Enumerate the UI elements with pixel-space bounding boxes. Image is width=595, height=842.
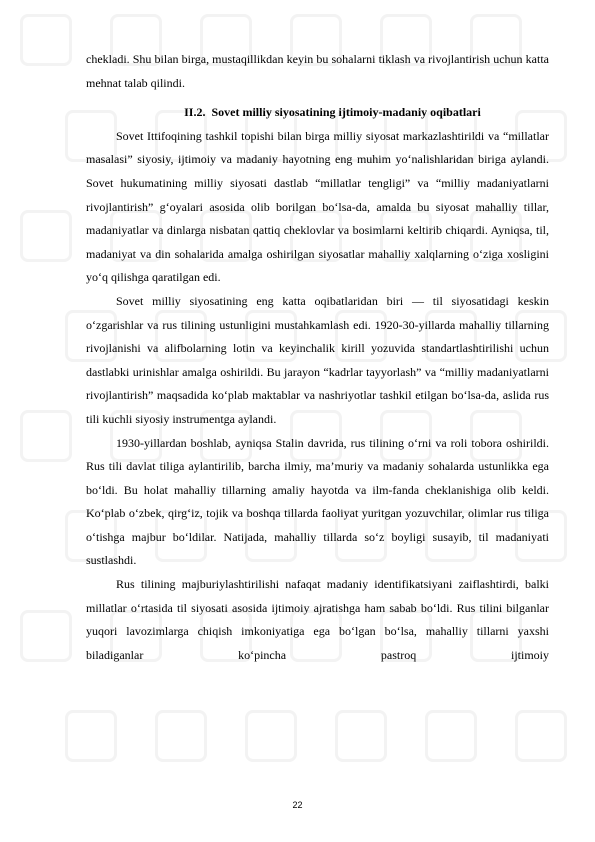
section-number: II.2. xyxy=(184,105,206,120)
document-page xyxy=(86,48,549,667)
section-heading xyxy=(86,101,549,125)
paragraph-continued: chekladi. Shu bilan birga, mustaqillikdan keyin bu sohalarni tiklash va rivojlantirish uchun katta mehnat talab qilindi. xyxy=(86,52,549,90)
paragraph-1: Sovet Ittifoqining tashkil topishi bilan birga milliy siyosat markazlashtirildi va “millatlar masalasi” siyosiy, ijtimoiy va madaniy hayotning eng muhim yo‘nalishlaridan biriga aylandi. Sovet hukumatining milliy siyosati dastlab “millatlar tengligi” va “milliy madaniyatlarni rivojlantirish” g‘oyalari asosida olib borilgan bo‘lsa-da, amalda bu siyosat mahalliy tillar, madaniyatlar va dinlarga nisbatan qattiq cheklovlar va bosimlarni keltirib chiqardi. Ayniqsa, til, madaniyat va din sohalarida amalga oshirilgan siyosatlar mahalliy xalqlarning o‘ziga xosligini yo‘q qilishga qaratilgan edi. xyxy=(86,128,549,285)
paragraph-3: 1930-yillardan boshlab, ayniqsa Stalin davrida, rus tilining o‘rni va roli tobora oshirildi. Rus tili davlat tiliga aylantirilib, barcha ilmiy, ma’muriy va madaniy sohalarda ustunlikka ega bo‘ldi. Bu holat mahalliy tillarning amaliy hayotda va ilm-fanda cheklanishiga olib keldi. Ko‘plab o‘zbek, qirg‘iz, tojik va boshqa tillarda faoliyat yuritgan yozuvchilar, olimlar rus tiliga o‘tishga majbur bo‘ldilar. Natijada, mahalliy tillarda so‘z boyligi susayib, til madaniyati sustlashdi. xyxy=(86,435,549,568)
page-number: 22 xyxy=(292,800,303,810)
section-title: Sovet milliy siyosatining ijtimoiy-madaniy oqibatlari xyxy=(211,105,481,120)
paragraph-2: Sovet milliy siyosatining eng katta oqibatlaridan biri — til siyosatidagi keskin o‘zgarishlar va rus tilining ustunligini mustahkamlash edi. 1920-30-yillarda mahalliy tillarning rivojlanishi va alifbolarning lotin va keyinchalik kirill yozuvida standartlashtirilishi uchun dastlabki urinishlar amalga oshirildi. Bu jarayon “kadrlar tayyorlash” va “milliy madaniyatlarni rivojlantirish” maqsadida ko‘plab maktablar va nashriyotlar tashkil etilgan bo‘lsa-da, aslida rus tili kuchli siyosiy instrumentga aylandi. xyxy=(86,293,549,426)
paragraph-4: Rus tilining majburiylashtirilishi nafaqat madaniy identifikatsiyani zaiflashtirdi, balki millatlar o‘rtasida til siyosati asosida ijtimoiy ajratishga ham sabab bo‘ldi. Rus tilini bilganlar yuqori lavozimlarga chiqish imkoniyatiga ega bo‘lgan bo‘lsa, mahalliy tillarni yaxshi biladiganlar ko‘pincha pastroq ijtimoiy xyxy=(86,577,549,662)
